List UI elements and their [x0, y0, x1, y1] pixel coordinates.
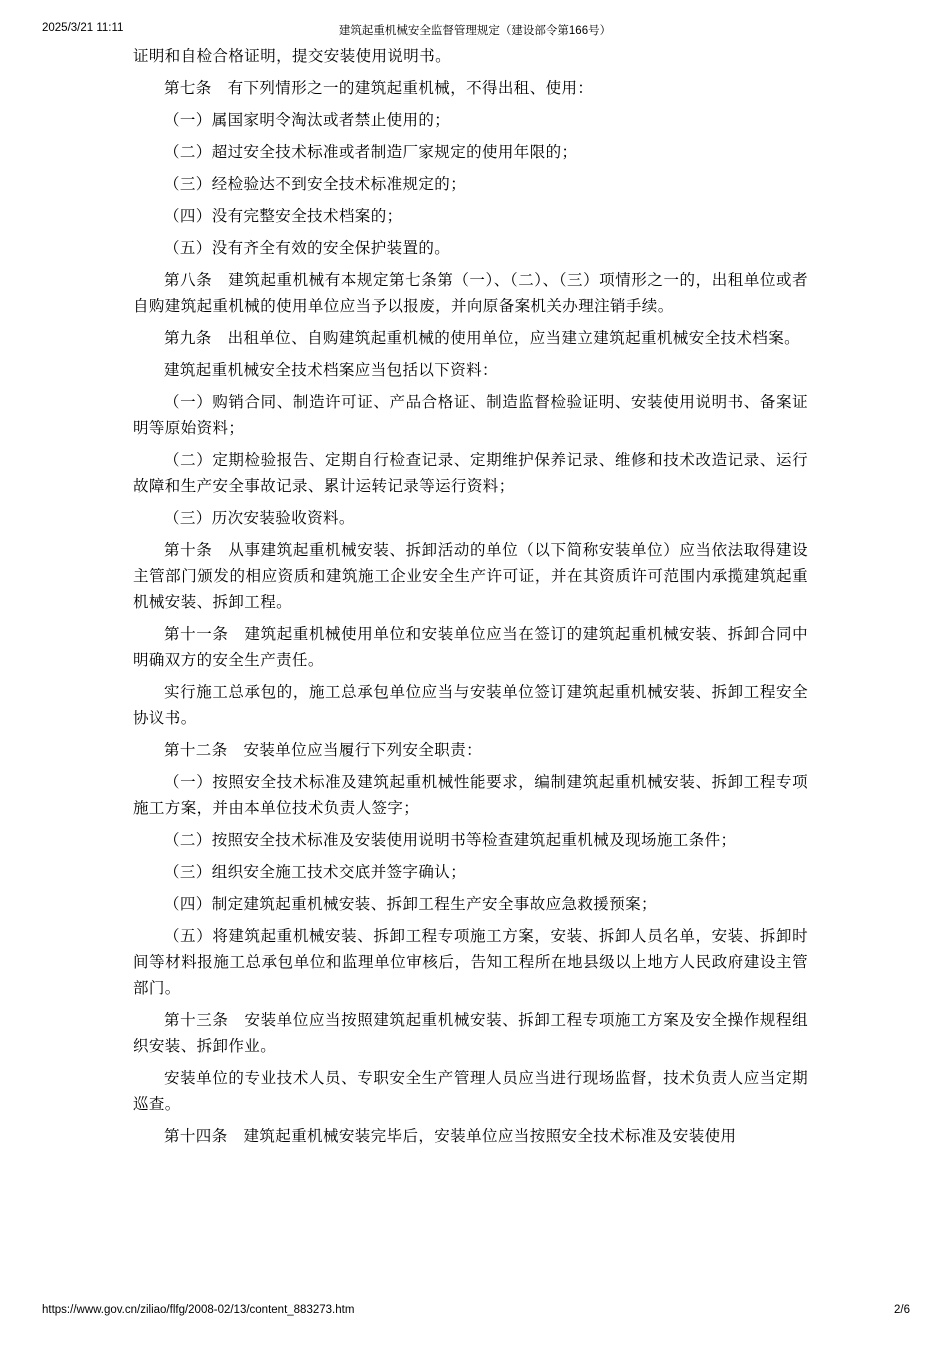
article-10: 第十条 从事建筑起重机械安装、拆卸活动的单位（以下简称安装单位）应当依法取得建设主管部门颁发的相应资质和建筑施工企业安全生产许可证，并在其资质许可范围内承揽建筑起重机械安装、拆卸工程。 — [133, 541, 808, 611]
article-13-para-2: 安装单位的专业技术人员、专职安全生产管理人员应当进行现场监督，技术负责人应当定期巡查。 — [133, 1069, 808, 1113]
article-7-item-5: （五）没有齐全有效的安全保护装置的。 — [164, 239, 451, 257]
article-12-item-5: （五）将建筑起重机械安装、拆卸工程专项施工方案，安装、拆卸人员名单，安装、拆卸时间等材料报施工总承包单位和监理单位审核后，告知工程所在地县级以上地方人民政府建设主管部门。 — [133, 927, 808, 997]
article-13: 第十三条 安装单位应当按照建筑起重机械安装、拆卸工程专项施工方案及安全操作规程组织安装、拆卸作业。 — [133, 1011, 808, 1055]
article-9-item-3: （三）历次安装验收资料。 — [164, 509, 355, 527]
article-9-item-2: （二）定期检验报告、定期自行检查记录、定期维护保养记录、维修和技术改造记录、运行故障和生产安全事故记录、累计运转记录等运行资料； — [133, 451, 808, 495]
article-11: 第十一条 建筑起重机械使用单位和安装单位应当在签订的建筑起重机械安装、拆卸合同中明确双方的安全生产责任。 — [133, 625, 808, 669]
article-9-para-2: 建筑起重机械安全技术档案应当包括以下资料： — [164, 361, 498, 379]
document-title: 建筑起重机械安全监督管理规定（建设部令第166号） — [338, 25, 612, 37]
article-7-item-4: （四）没有完整安全技术档案的； — [164, 207, 403, 225]
article-12-item-3: （三）组织安全施工技术交底并签字确认； — [164, 863, 467, 881]
article-12: 第十二条 安装单位应当履行下列安全职责： — [164, 741, 483, 759]
article-9: 第九条 出租单位、自购建筑起重机械的使用单位，应当建立建筑起重机械安全技术档案。 — [164, 329, 801, 347]
article-12-item-1: （一）按照安全技术标准及建筑起重机械性能要求，编制建筑起重机械安装、拆卸工程专项施工方案，并由本单位技术负责人签字； — [133, 773, 808, 817]
paragraph-continuation: 证明和自检合格证明，提交安装使用说明书。 — [133, 47, 452, 65]
article-11-para-2: 实行施工总承包的，施工总承包单位应当与安装单位签订建筑起重机械安装、拆卸工程安全协议书。 — [133, 683, 808, 727]
article-7-item-3: （三）经检验达不到安全技术标准规定的； — [164, 175, 467, 193]
page-number: 2/6 — [894, 1304, 910, 1316]
print-header — [0, 22, 950, 38]
article-12-item-4: （四）制定建筑起重机械安装、拆卸工程生产安全事故应急救援预案； — [164, 895, 657, 913]
print-datetime: 2025/3/21 11:11 — [42, 22, 124, 34]
article-14: 第十四条 建筑起重机械安装完毕后，安装单位应当按照安全技术标准及安装使用 — [164, 1127, 737, 1145]
article-8: 第八条 建筑起重机械有本规定第七条第（一）、（二）、（三）项情形之一的，出租单位或者自购建筑起重机械的使用单位应当予以报废，并向原备案机关办理注销手续。 — [133, 271, 808, 315]
article-7: 第七条 有下列情形之一的建筑起重机械，不得出租、使用： — [164, 79, 594, 97]
document-body — [133, 43, 808, 1155]
article-7-item-1: （一）属国家明令淘汰或者禁止使用的； — [164, 111, 451, 129]
print-footer — [0, 1304, 950, 1320]
article-9-item-1: （一）购销合同、制造许可证、产品合格证、制造监督检验证明、安装使用说明书、备案证明等原始资料； — [133, 393, 808, 437]
source-url: https://www.gov.cn/ziliao/flfg/2008-02/13/content_883273.htm — [42, 1304, 355, 1316]
article-12-item-2: （二）按照安全技术标准及安装使用说明书等检查建筑起重机械及现场施工条件； — [164, 831, 737, 849]
article-7-item-2: （二）超过安全技术标准或者制造厂家规定的使用年限的； — [164, 143, 578, 161]
